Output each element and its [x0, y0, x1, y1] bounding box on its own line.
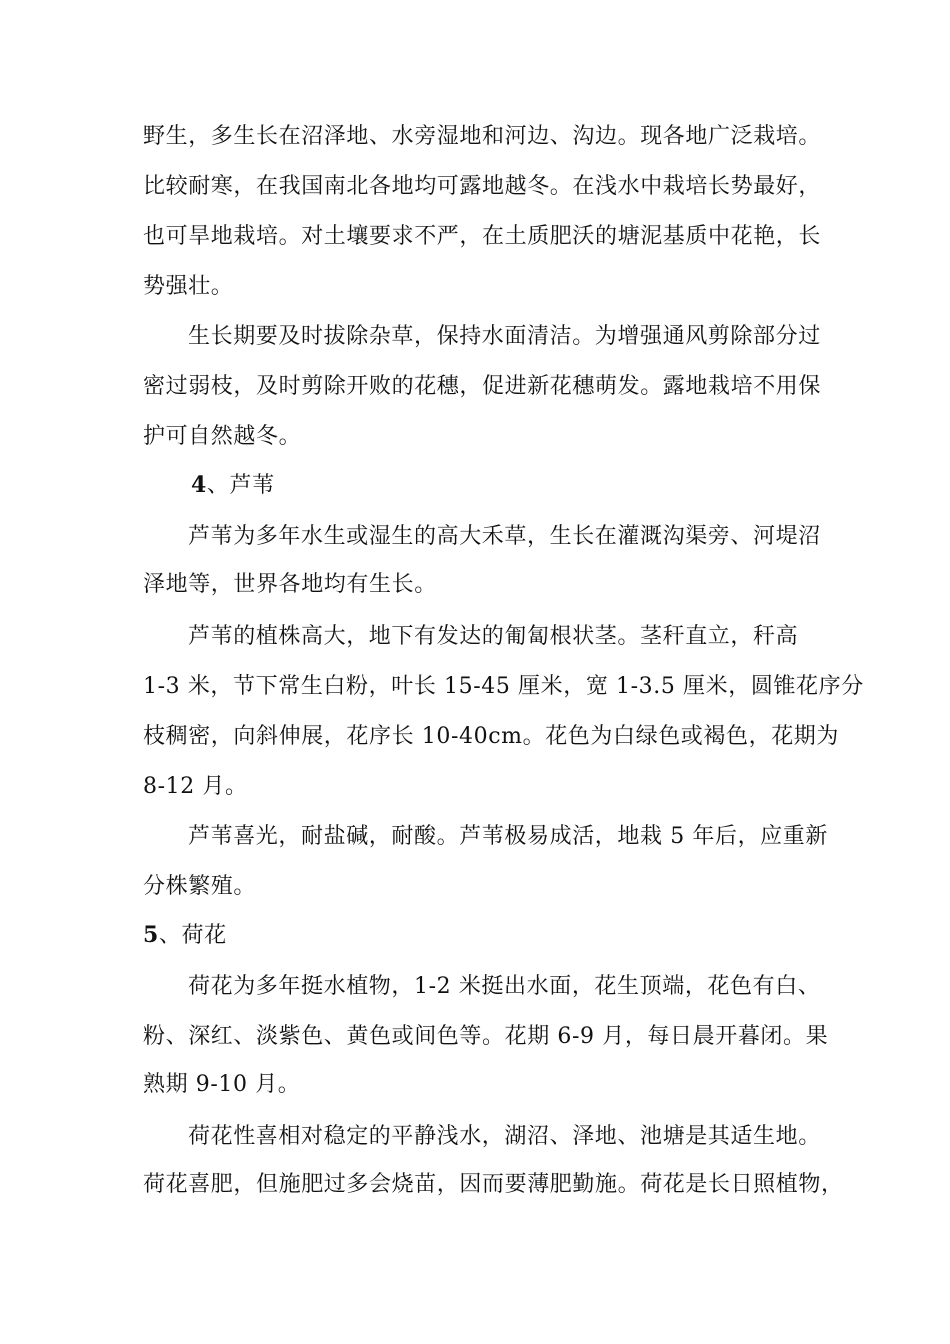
- paragraph-line: 野生，多生长在沼泽地、水旁湿地和河边、沟边。现各地广泛栽培。: [143, 124, 822, 149]
- heading-number: 5: [143, 922, 159, 948]
- paragraph-line: 护可自然越冬。: [143, 424, 302, 449]
- heading-text: 、芦苇: [206, 473, 275, 498]
- paragraph-line: 势强壮。: [143, 274, 234, 299]
- heading-number: 4: [191, 472, 207, 498]
- paragraph-line: 泽地等，世界各地均有生长。: [143, 572, 437, 597]
- paragraph-line: 8-12 月。: [143, 774, 248, 799]
- paragraph-line: 荷花性喜相对稳定的平静浅水，湖沼、泽地、池塘是其适生地。: [188, 1124, 821, 1149]
- paragraph-line: 荷花喜肥，但施肥过多会烧苗，因而要薄肥勤施。荷花是长日照植物，: [143, 1172, 844, 1197]
- paragraph-line: 分株繁殖。: [143, 874, 257, 899]
- paragraph-line: 芦苇的植株高大，地下有发达的匍匐根状茎。茎秆直立，秆高: [188, 624, 799, 649]
- paragraph-line: 生长期要及时拔除杂草，保持水面清洁。为增强通风剪除部分过: [188, 324, 821, 349]
- paragraph-line: 也可旱地栽培。对土壤要求不严，在土质肥沃的塘泥基质中花艳，长: [143, 224, 822, 249]
- paragraph-line: 枝稠密，向斜伸展，花序长 10-40cm。花色为白绿色或褐色，花期为: [143, 724, 839, 749]
- section-heading-4: [191, 470, 275, 501]
- paragraph-line: 1-3 米，节下常生白粉，叶长 15-45 厘米，宽 1-3.5 厘米，圆锥花序分: [143, 674, 864, 699]
- paragraph-line: 芦苇为多年水生或湿生的高大禾草，生长在灌溉沟渠旁、河堤沼: [188, 524, 821, 549]
- paragraph-line: 密过弱枝，及时剪除开败的花穗，促进新花穗萌发。露地栽培不用保: [143, 374, 822, 399]
- section-heading-5: [143, 920, 227, 951]
- paragraph-line: 熟期 9-10 月。: [143, 1072, 301, 1097]
- heading-text: 、荷花: [158, 923, 227, 948]
- paragraph-line: 芦苇喜光，耐盐碱，耐酸。芦苇极易成活，地栽 5 年后，应重新: [188, 824, 828, 849]
- paragraph-line: 比较耐寒，在我国南北各地均可露地越冬。在浅水中栽培长势最好，: [143, 174, 822, 199]
- paragraph-line: 荷花为多年挺水植物，1-2 米挺出水面，花生顶端，花色有白、: [188, 974, 821, 999]
- paragraph-line: 粉、深红、淡紫色、黄色或间色等。花期 6-9 月，每日晨开暮闭。果: [143, 1024, 829, 1049]
